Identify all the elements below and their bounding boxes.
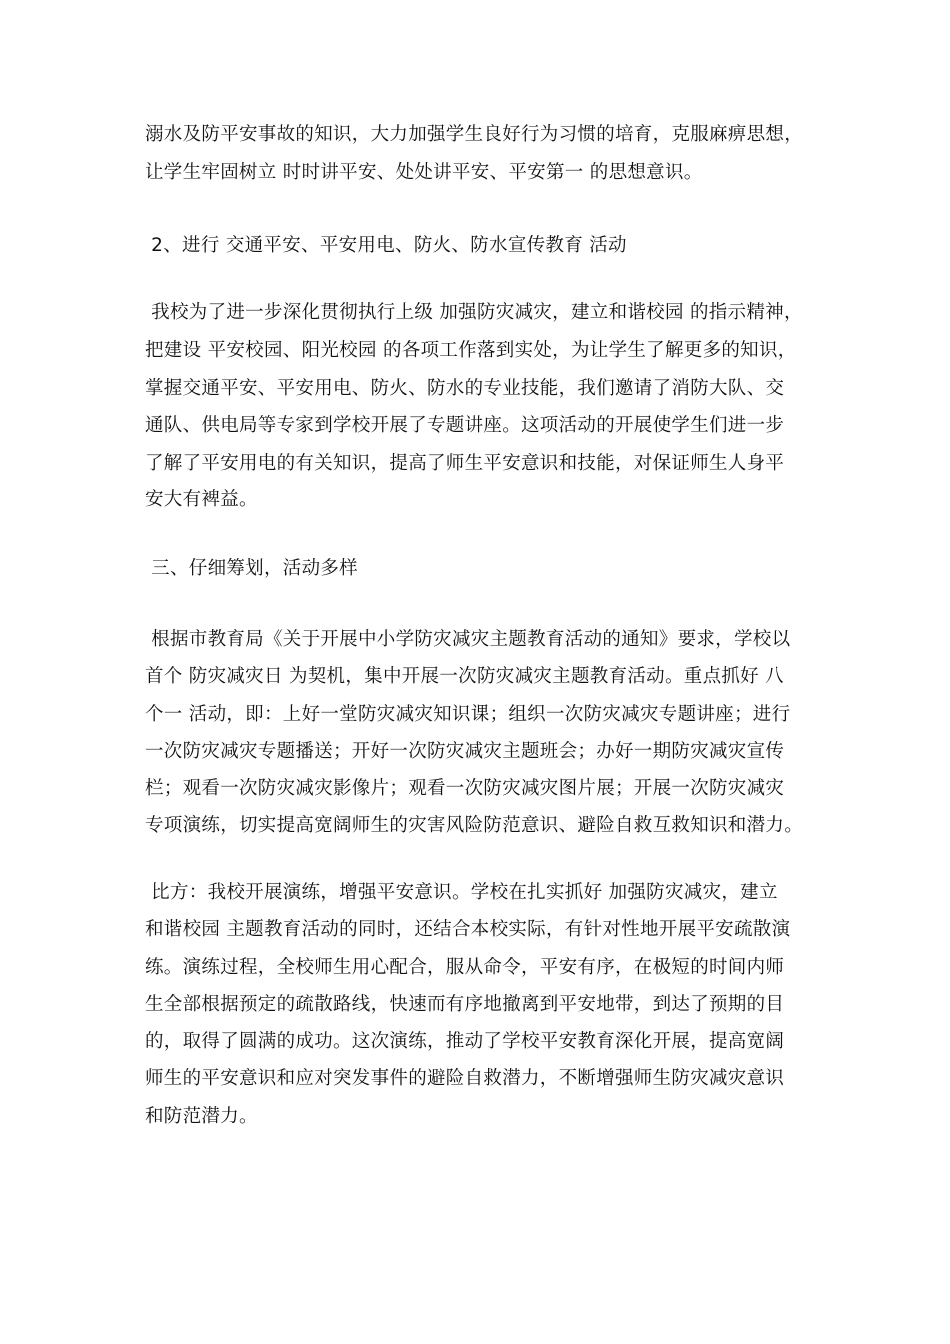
text-line: 我校为了进一步深化贯彻执行上级 加强防灾减灾，建立和谐校园 的指示精神， [145,302,803,323]
text-line: 个一 活动，即：上好一堂防灾减灾知识课；组织一次防灾减灾专题讲座；进行 [145,704,791,725]
section-heading: 2、进行 交通平安、平安用电、防火、防水宣传教育 活动 [145,235,627,256]
text-line: 栏；观看一次防灾减灾影像片；观看一次防灾减灾图片展；开展一次防灾减灾 [145,778,785,799]
text-line: 安大有裨益。 [145,489,258,510]
text-line: 练。演练过程，全校师生用心配合，服从命令，平安有序，在极短的时间内师 [145,957,785,978]
text-line: 溺水及防平安事故的知识，大力加强学生良好行为习惯的培育，克服麻痹思想， [145,124,804,145]
text-line: 根据市教育局《关于开展中小学防灾减灾主题教育活动的通知》要求，学校以 [145,629,791,650]
text-line: 和谐校园 主题教育活动的同时，还结合本校实际，有针对性地开展平安疏散演 [145,919,791,940]
text-line: 师生的平安意识和应对突发事件的避险自救潜力，不断增强师生防灾减灾意识 [145,1068,785,1089]
text-line: 掌握交通平安、平安用电、防火、防水的专业技能，我们邀请了消防大队、交 [145,378,785,399]
text-line: 首个 防灾减灾日 为契机，集中开展一次防灾减灾主题教育活动。重点抓好 八 [145,666,784,687]
text-line: 的，取得了圆满的成功。这次演练，推动了学校平安教育深化开展，提高宽阔 [145,1031,785,1052]
text-line: 了解了平安用电的有关知识，提高了师生平安意识和技能，对保证师生人身平 [145,453,785,474]
text-line: 和防范潜力。 [145,1106,258,1127]
section-heading: 三、仔细筹划，活动多样 [145,558,358,579]
text-line: 专项演练，切实提高宽阔师生的灾害风险防范意识、避险自救互救知识和潜力。 [145,815,804,836]
text-line: 把建设 平安校园、阳光校园 的各项工作落到实处，为让学生了解更多的知识， [145,340,797,361]
text-line: 比方：我校开展演练，增强平安意识。学校在扎实抓好 加强防灾减灾，建立 [145,882,778,903]
text-line: 一次防灾减灾专题播送；开好一次防灾减灾主题班会；办好一期防灾减灾宣传 [145,741,785,762]
text-line: 让学生牢固树立 时时讲平安、处处讲平安、平安第一 的思想意识。 [145,162,703,183]
text-line: 生全部根据预定的疏散路线，快速而有序地撤离到平安地带，到达了预期的目 [145,994,785,1015]
text-line: 通队、供电局等专家到学校开展了专题讲座。这项活动的开展使学生们进一步 [145,415,785,436]
